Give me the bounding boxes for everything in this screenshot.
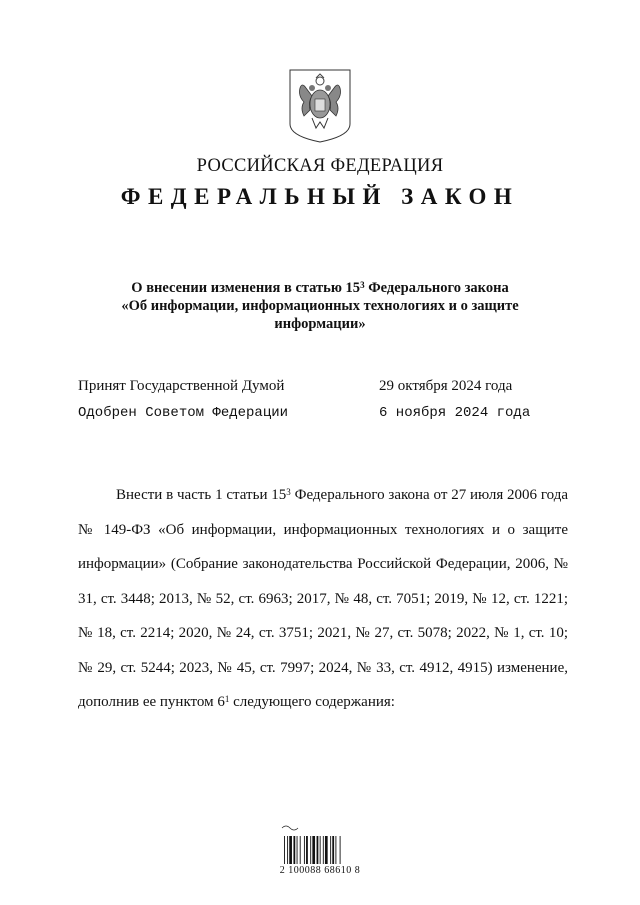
country-heading: РОССИЙСКАЯ ФЕДЕРАЦИЯ: [196, 156, 444, 176]
barcode-bar: [335, 836, 336, 864]
barcode-bar: [340, 836, 341, 864]
law-body: [78, 478, 568, 720]
barcode-bar: [317, 836, 319, 864]
body-superscript: 3: [286, 487, 291, 497]
barcode-bar: [332, 836, 334, 864]
law-type-heading: ФЕДЕРАЛЬНЫЙ ЗАКОН: [120, 184, 520, 209]
barcode-bar: [310, 836, 311, 864]
law-title-part: Федерального закона: [364, 280, 509, 296]
law-title-superscript: 3: [360, 280, 365, 290]
law-title-part: О внесении изменения в статью 15: [131, 280, 361, 296]
barcode-bar: [306, 836, 308, 864]
adoption-date: 6 ноября 2024 года: [379, 405, 531, 421]
body-text-part: Внести в часть 1 статьи 15: [116, 487, 287, 503]
barcode-bar: [297, 836, 298, 864]
law-title-line2: «Об информации, информационных технологиях и о защите информации»: [121, 298, 519, 332]
body-paragraph: [78, 478, 568, 720]
barcode-bar: [312, 836, 315, 864]
barcode-bar: [320, 836, 321, 864]
barcode-bar: [287, 836, 288, 864]
adoption-line-duma: [78, 378, 578, 395]
barcode-number: 2 100088 68610 8: [279, 865, 361, 876]
barcode-bar: [300, 836, 301, 864]
adoption-date: 29 октября 2024 года: [379, 378, 513, 394]
barcode-bar: [304, 836, 305, 864]
body-superscript: 1: [224, 694, 230, 704]
barcode-bar: [323, 836, 324, 864]
barcode-bar: [293, 836, 295, 864]
barcode-bar: [330, 836, 331, 864]
body-text-part: Федерального закона от 27 июля 2006 года № 149-ФЗ «Об информации, информационных технологиях и о защите информации» (Собрание законодательства Российской Федерации, 2006, № 31, ст. 3448; 2013, № 52, ст. 6963; 2017, № 48, ст. 7051; 2019, № 12, ст. 1221; № 18, ст. 2214; 2020, № 24, ст. 3751; 2021, № 27, ст. 5078; 2022, № 1, ст. 10; № 29, ст. 5244; 2023, № 45, ст. 7997; 2024, № 33, ст. 4912, 4915) изменение, дополнив ее пунктом 6: [78, 487, 568, 710]
adoption-label: Принят Государственной Думой: [78, 378, 285, 394]
barcode-bar: [325, 836, 328, 864]
adoption-label: Одобрен Советом Федерации: [78, 405, 289, 421]
barcode-bar: [284, 836, 285, 864]
adoption-line-council: [78, 405, 578, 421]
law-title: [100, 279, 540, 333]
body-text-part: следующего содержания:: [229, 694, 395, 710]
signature-mark: [282, 826, 298, 830]
coat-of-arms-emblem: [286, 66, 354, 144]
barcode-bar: [289, 836, 292, 864]
